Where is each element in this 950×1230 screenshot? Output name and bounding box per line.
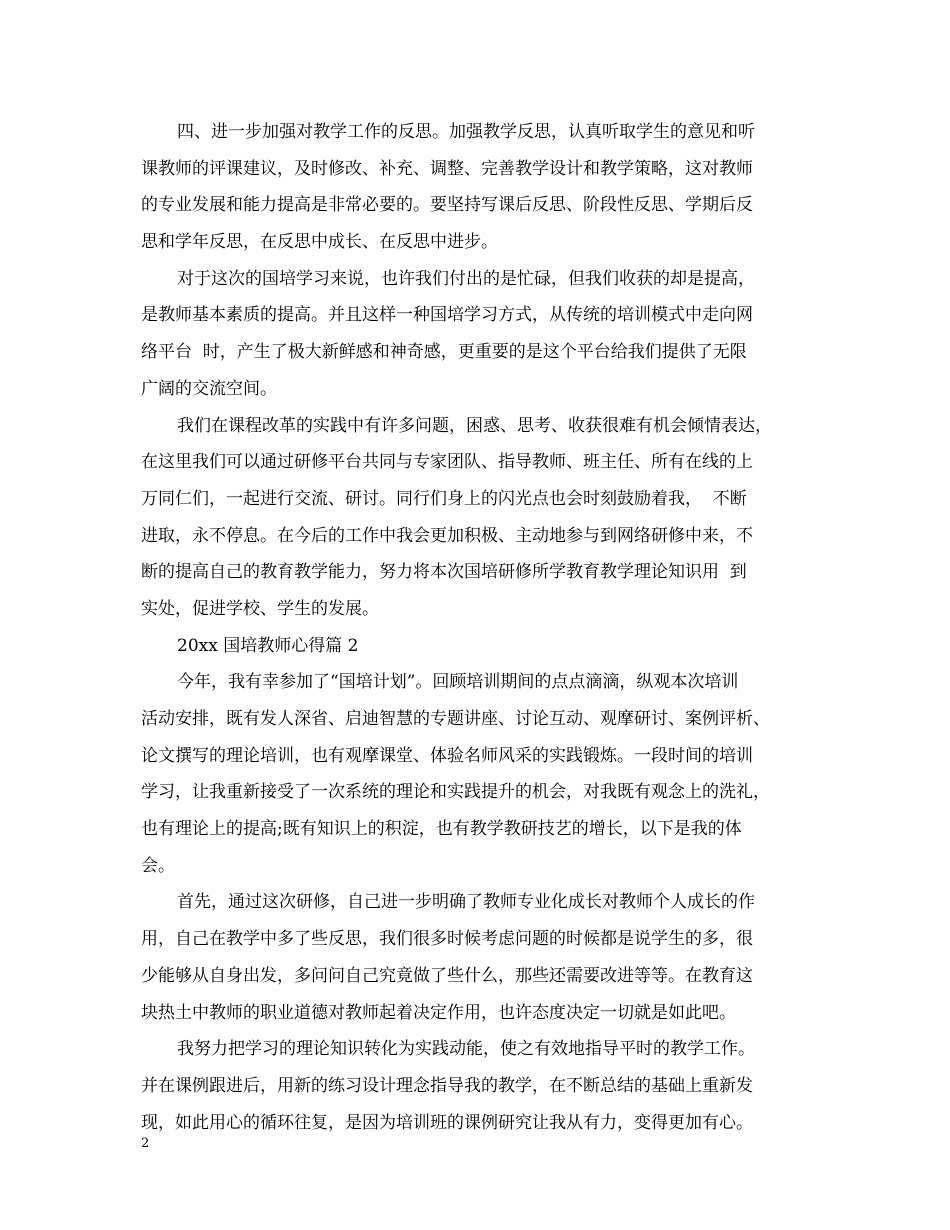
text-line: 在这里我们可以通过研修平台共同与专家团队、指导教师、班主任、所有在线的上 [141, 452, 753, 473]
text-line: 对于这次的国培学习来说，也许我们付出的是忙碌，但我们收获的却是提高， [177, 268, 755, 289]
text-line: 少能够从自身出发，多问问自己究竟做了些什么，那些还需要改进等等。在教育这 [141, 965, 753, 986]
text-line: 学习，让我重新接受了一次系统的理论和实践提升的机会，对我既有观念上的洗礼， [141, 782, 770, 803]
text-line: 20xx 国培教师心得篇 2 [177, 635, 359, 656]
text-line: 思和学年反思，在反思中成长、在反思中进步。 [141, 232, 498, 253]
text-line: 并在课例跟进后，用新的练习设计理念指导我的教学，在不断总结的基础上重新发 [141, 1075, 753, 1096]
text-line: 断的提高自己的教育教学能力，努力将本次国培研修所学教育教学理论知识用 到 [141, 562, 747, 583]
text-line: 论文撰写的理论培训，也有观摩课堂、体验名师风采的实践锻炼。一段时间的培训 [141, 745, 753, 766]
document-body [141, 114, 811, 1141]
text-line: 也有理论上的提高;既有知识上的积淀，也有教学教研技艺的增长，以下是我的体 [141, 819, 742, 840]
text-line: 是教师基本素质的提高。并且这样一种国培学习方式，从传统的培训模式中走向网 [141, 305, 753, 326]
text-line: 活动安排，既有发人深省、启迪智慧的专题讲座、讨论互动、观摩研讨、案例评析、 [141, 709, 770, 729]
text-line: 的专业发展和能力提高是非常必要的。要坚持写课后反思、阶段性反思、学期后反 [141, 195, 753, 216]
text-line: 我们在课程改革的实践中有许多问题，困惑、思考、收获很难有机会倾情表达， [177, 415, 772, 436]
text-line: 块热土中教师的职业道德对教师起着决定作用，也许态度决定一切就是如此吧。 [141, 1002, 736, 1023]
text-line: 络平台 时，产生了极大新鲜感和神奇感，更重要的是这个平台给我们提供了无限 [141, 342, 747, 363]
text-line: 万同仁们，一起进行交流、研讨。同行们身上的闪光点也会时刻鼓励着我， 不断 [141, 488, 747, 509]
text-line: 四、进一步加强对教学工作的反思。加强教学反思，认真听取学生的意见和听 [177, 122, 755, 142]
text-line: 进取，永不停息。在今后的工作中我会更加积极、主动地参与到网络研修中来，不 [141, 525, 753, 546]
text-line: 我努力把学习的理论知识转化为实践动能，使之有效地指导平时的教学工作。 [177, 1039, 755, 1060]
text-line: 首先，通过这次研修，自己进一步明确了教师专业化成长对教师个人成长的作 [177, 892, 755, 913]
page-number: 2 [141, 1136, 150, 1151]
text-line: 现，如此用心的循环往复，是因为培训班的课例研究让我从有力，变得更加有心。 [141, 1112, 753, 1133]
text-line: 广阔的交流空间。 [141, 378, 277, 399]
text-line: 会。 [141, 855, 175, 876]
text-line: 课教师的评课建议，及时修改、补充、调整、完善教学设计和教学策略，这对教师 [141, 158, 753, 179]
text-line: 用，自己在教学中多了些反思，我们很多时候考虑问题的时候都是说学生的多，很 [141, 929, 753, 950]
text-line: 实处，促进学校、学生的发展。 [141, 598, 379, 619]
text-line: 今年，我有幸参加了“国培计划”。回顾培训期间的点点滴滴，纵观本次培训 [177, 672, 739, 693]
